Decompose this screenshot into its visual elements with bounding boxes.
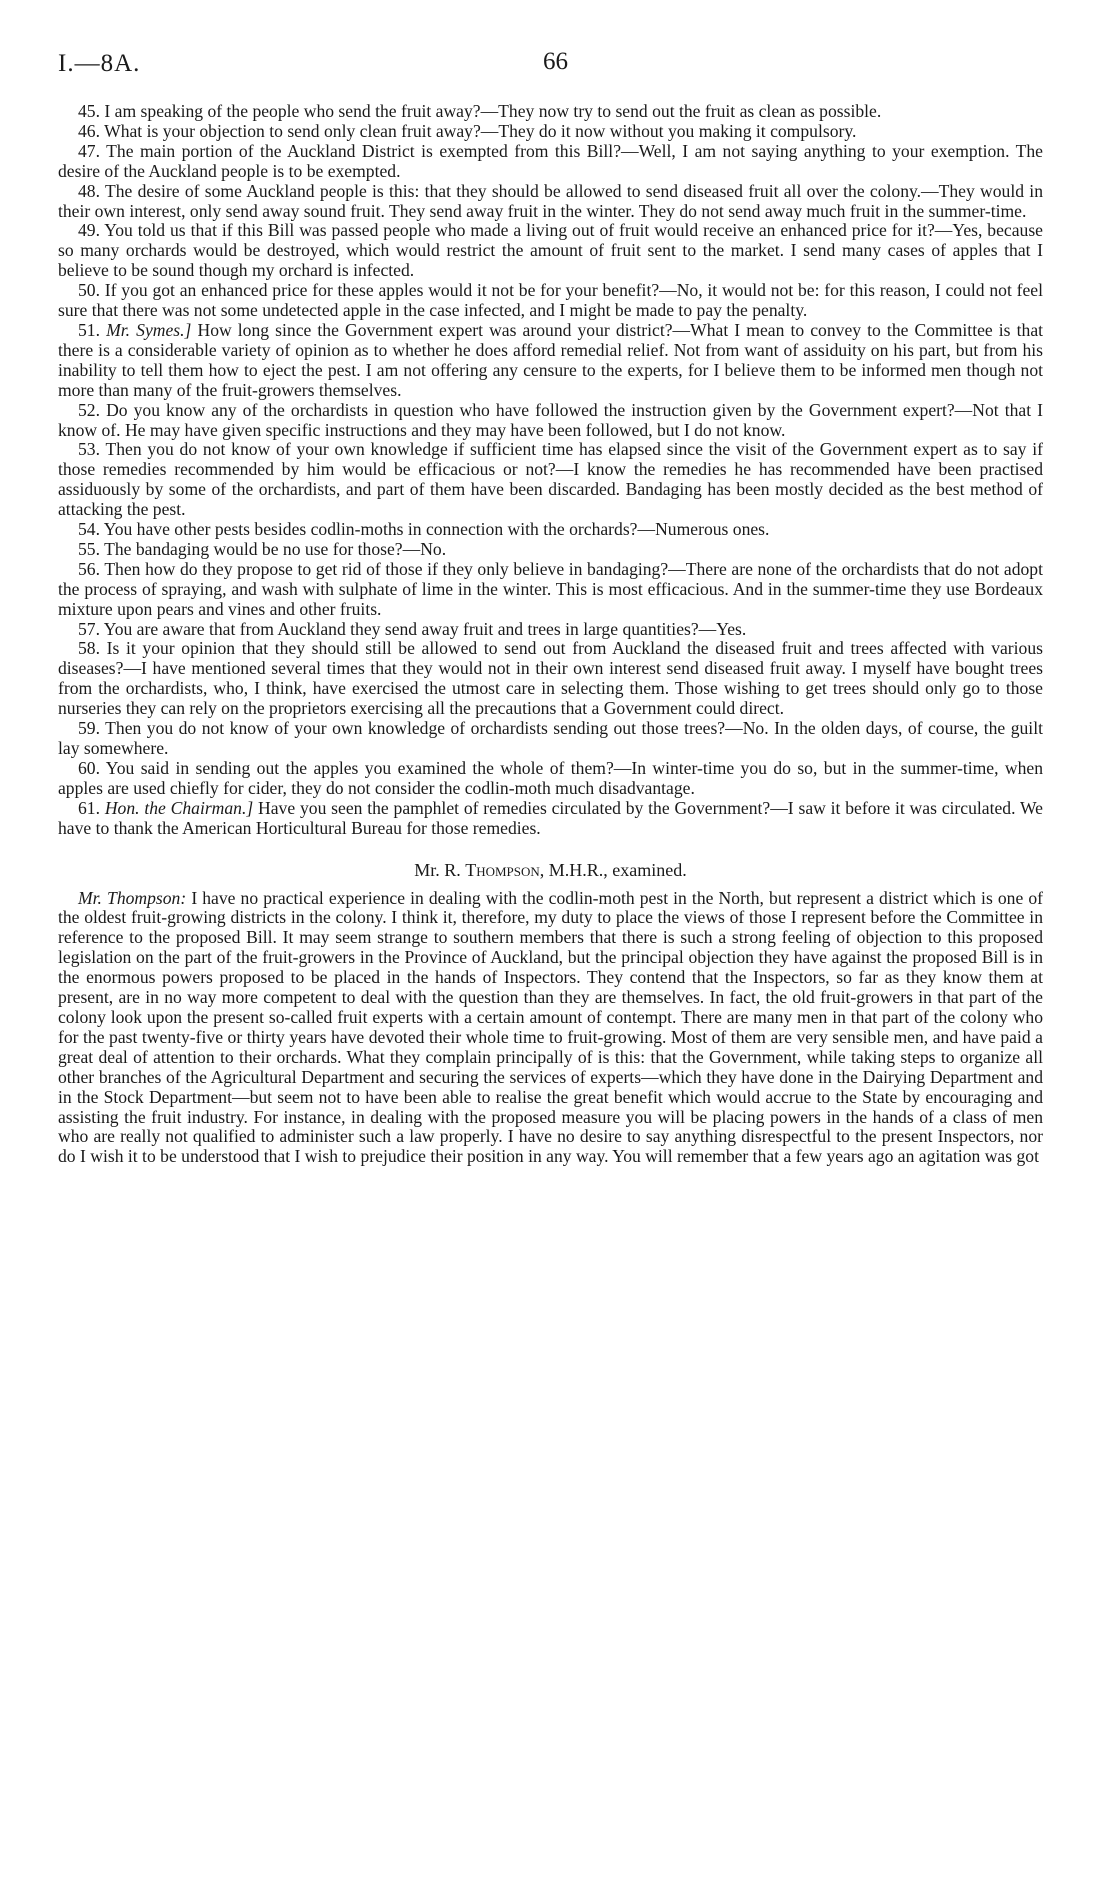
- question-text: What is your objection to send only clean fruit away?—They do it now without you making it compulsory.: [104, 120, 857, 141]
- question-number: 57.: [78, 618, 100, 639]
- question-number: 45.: [78, 101, 100, 121]
- question-paragraph: [58, 221, 1043, 281]
- question-number: 61.: [78, 797, 100, 818]
- speaker-name: Hon. the Chairman.]: [104, 797, 254, 818]
- page-header: [58, 48, 1043, 88]
- question-text: The bandaging would be no use for those?—No.: [104, 538, 447, 559]
- question-paragraph: [58, 401, 1043, 441]
- question-number: 49.: [78, 220, 100, 241]
- page-body: [58, 102, 1043, 1167]
- question-paragraph: [58, 540, 1043, 560]
- question-text: Then you do not know of your own knowledge if sufficient time has elapsed since the visit of the Government expert as to say if those remedies recommended by him would be efficacious or not?—I know the remedies he has recommended have been practised assiduously by some of the orchardists, and part of them have been discarded. Bandaging has been mostly decided as the best method of attacking the pest.: [58, 439, 1043, 520]
- question-number: 59.: [78, 718, 100, 739]
- question-text: The desire of some Auckland people is this: that they should be allowed to send diseased fruit all over the colony.—They would in their own interest, only send away sound fruit. They send away fruit in the winter. They do not send away much fruit in the summer-time.: [58, 180, 1043, 221]
- question-paragraph: [58, 719, 1043, 759]
- question-number: 58.: [78, 638, 100, 659]
- question-number: 55.: [78, 538, 100, 559]
- question-number: 48.: [78, 180, 100, 201]
- statement-text: I have no practical experience in dealing with the codlin-moth pest in the North, but represent a district which is one of the oldest fruit-growing districts in the colony. I think it, therefore, my duty to place the views of those I represent before the Committee in reference to the proposed Bill. It may seem strange to southern members that there is such a strong feeling of objection to this proposed legislation on the part of the fruit-growers in the Province of Auckland, but the principal objection they have against the proposed Bill is in the enormous powers proposed to be placed in the hands of Inspectors. They contend that the Inspectors, so far as they know them at present, are in no way more competent to deal with the question than they are themselves. In fact, the old fruit-growers in that part of the colony look upon the present so-called fruit experts with a certain amount of contempt. There are many men in that part of the colony who for the past twenty-five or thirty years have devoted their whole time to fruit-growing. Most of them are very sensible men, and have paid a great deal of attention to their orchards. What they complain principally of is this: that the Government, while taking steps to organize all other branches of the Agricultural Department and securing the services of experts—which they have done in the Dairying Department and in the Stock Department—but seem not to have been able to realise the great benefit which would accrue to the State by encouraging and assisting the fruit industry. For instance, in dealing with the proposed measure you will be placing powers in the hands of a class of men who are really not qualified to administer such a law properly. I have no desire to say anything disrespectful to the present Inspectors, nor do I wish it to be understood that I wish to prejudice their position in any way. You will remember that a few years ago an agitation was got: [58, 887, 1044, 1167]
- statement-paragraph: [58, 889, 1043, 1168]
- question-paragraph: [58, 440, 1043, 520]
- question-paragraph: [58, 281, 1043, 321]
- question-number: 46.: [78, 120, 100, 141]
- speaker-name: Mr. Symes.]: [106, 319, 192, 340]
- question-number: 47.: [78, 140, 100, 161]
- question-list: [58, 102, 1043, 839]
- question-text: I am speaking of the people who send the fruit away?—They now try to send out the fruit as clean as possible.: [104, 101, 882, 121]
- question-text: Have you seen the pamphlet of remedies circulated by the Government?—I saw it before it was circulated. We have to thank the American Horticultural Bureau for those remedies.: [58, 797, 1043, 838]
- question-paragraph: [58, 142, 1043, 182]
- question-text: You are aware that from Auckland they send away fruit and trees in large quantities?—Yes.: [103, 618, 747, 639]
- question-text: You told us that if this Bill was passed people who made a living out of fruit would receive an enhanced price for it?—Yes, because so many orchards would be destroyed, which would restrict the amount of fruit sent to the market. I send many cases of apples that I believe to be sound though my orchard is infected.: [58, 220, 1043, 281]
- question-paragraph: [58, 639, 1043, 719]
- question-paragraph: [58, 620, 1043, 640]
- question-paragraph: [58, 520, 1043, 540]
- question-text: Do you know any of the orchardists in question who have followed the instruction given by the Government expert?—Not that I know of. He may have given specific instructions and they may have been followed, but I do not know.: [58, 399, 1044, 440]
- question-text: You said in sending out the apples you examined the whole of them?—In winter-time you do so, but in the summer-time, when apples are used chiefly for cider, they do not consider the codlin-moth much disadvantage.: [58, 757, 1044, 798]
- question-text: How long since the Government expert was around your district?—What I mean to convey to the Committee is that there is a considerable variety of opinion as to whether he does afford remedial relief. Not from want of assiduity on his part, but from his inability to tell them how to eject the pest. I am not offering any censure to the experts, for I believe them to be informed men though not more than many of the fruit-growers themselves.: [58, 319, 1044, 400]
- question-number: 52.: [78, 399, 100, 420]
- page-number: 66: [543, 48, 568, 75]
- speaker-name: Mr. Thompson:: [78, 887, 187, 908]
- question-number: 50.: [78, 280, 100, 301]
- question-text: Then you do not know of your own knowledge of orchardists sending out those trees?—No. In the olden days, of course, the guilt lay somewhere.: [58, 718, 1043, 758]
- question-paragraph: [58, 321, 1043, 401]
- question-paragraph: [58, 799, 1043, 839]
- section-heading: Mr. R. Thompson, M.H.R., examined.: [414, 859, 687, 880]
- question-text: If you got an enhanced price for these apples would it not be for your benefit?—No, it would not be: for this reason, I could not feel sure that there was not some undetected apple in the case infected, and I might be made to pay the penalty.: [58, 280, 1043, 321]
- question-number: 56.: [78, 558, 100, 579]
- question-paragraph: [58, 122, 1043, 142]
- question-number: 51.: [78, 319, 100, 340]
- document-page: [58, 48, 1043, 1167]
- question-text: You have other pests besides codlin-moths in connection with the orchards?—Numerous ones.: [103, 519, 770, 540]
- question-number: 60.: [78, 757, 100, 778]
- question-paragraph: [58, 759, 1043, 799]
- question-paragraph: [58, 182, 1043, 222]
- question-text: Then how do they propose to get rid of those if they only believe in bandaging?—There are none of the orchardists that do not adopt the process of spraying, and wash with sulphate of lime in the winter. This is most efficacious. And in the summer-time they use Bordeaux mixture upon pears and vines and other fruits.: [58, 558, 1043, 619]
- question-text: Is it your opinion that they should still be allowed to send out from Auckland the diseased fruit and trees affected with various diseases?—I have mentioned several times that they would not in their own interest send diseased fruit away. I myself have bought trees from the orchardists, who, I think, have exercised the utmost care in selecting them. Those wishing to get trees should only go to those nurseries they can rely on the proprietors exercising all the precautions that a Government could direct.: [58, 638, 1043, 719]
- question-paragraph: [58, 560, 1043, 620]
- question-text: The main portion of the Auckland District is exempted from this Bill?—Well, I am not saying anything to your exemption. The desire of the Auckland people is to be exempted.: [58, 140, 1043, 181]
- question-number: 53.: [78, 439, 100, 460]
- question-paragraph: [58, 102, 1043, 122]
- question-number: 54.: [78, 519, 100, 540]
- document-reference: I.—8A.: [58, 50, 141, 77]
